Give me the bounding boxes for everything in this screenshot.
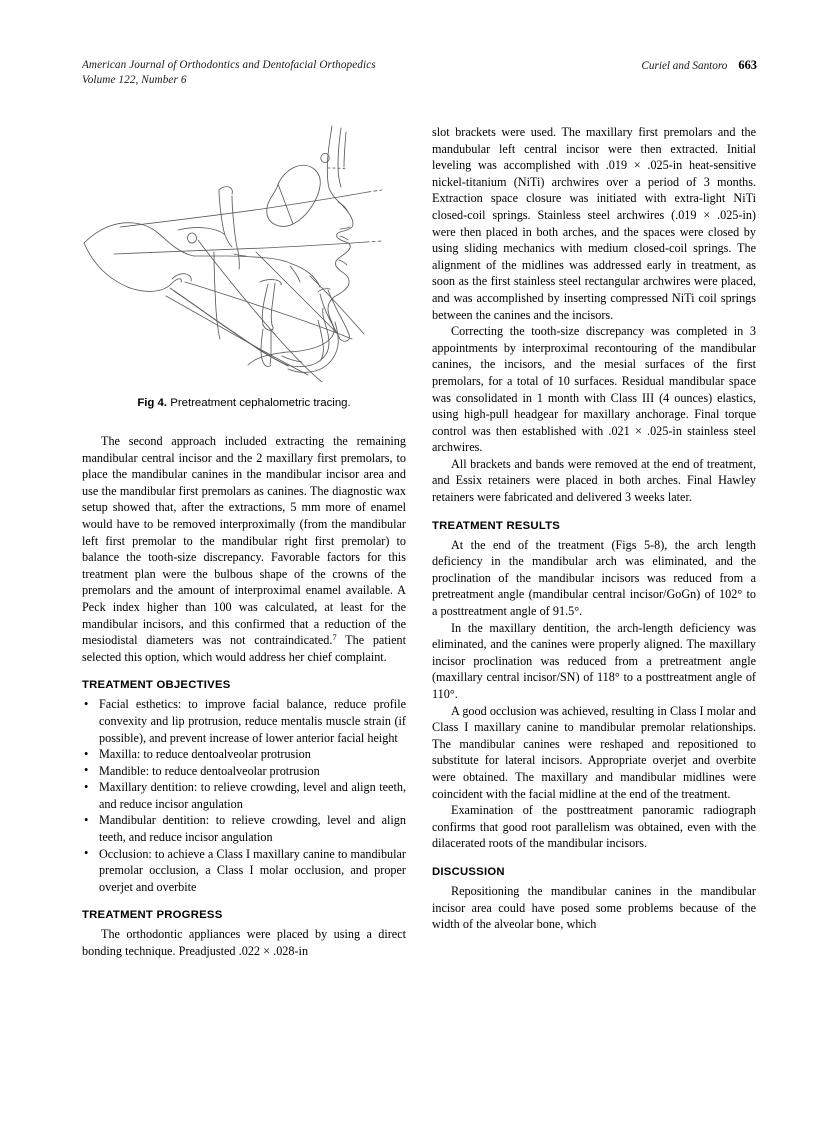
reference-marker-7: 7 xyxy=(332,632,337,642)
section-heading-treatment-objectives: TREATMENT OBJECTIVES xyxy=(82,679,231,692)
figure-label: Fig 4. xyxy=(137,397,168,409)
figure-4 xyxy=(82,124,406,411)
right-column xyxy=(432,124,756,1069)
right-paragraph-results-occlusion: A good occlusion was achieved, resulting in Class I molar and Class I maxillary canine to mandibular premolar relationships. The mandibular canines were reshaped and repositioned to substitute for lateral incisors. Appropriate overjet and overbite were obtained. The maxillary and mandibular midlines were coincident with the facial midline at the end of the treatment. xyxy=(432,703,756,801)
list-item: • Maxillary dentition: to relieve crowding, level and align teeth, and reduce incisor angulation xyxy=(82,779,406,812)
section-heading-treatment-progress: TREATMENT PROGRESS xyxy=(82,909,223,922)
figure-caption xyxy=(82,396,406,411)
right-paragraph-results-maxillary: In the maxillary dentition, the arch-length deficiency was eliminated, and the canines were properly aligned. The maxillary incisor proclination was reduced from a pretreatment angle (maxillary central incisor/SN) of 118° to a posttreatment angle of 110°. xyxy=(432,620,756,701)
left-column xyxy=(82,124,406,1069)
right-paragraph-results-panoramic: Examination of the posttreatment panoramic radiograph confirms that good root parallelism was obtained, even with the dilacerated roots of the mandibular incisors. xyxy=(432,803,756,851)
page-number: 663 xyxy=(738,58,757,72)
right-paragraph-appliances-continued: slot brackets were used. The maxillary first premolars and the mandubular left central incisor were then extracted. Initial leveling was accomplished with .019 × .025-in heat-sensitive nickel-titanium (NiTi) archwires over a period of 3 months. Extraction space closure was initiated with extra-light NiTi closed-coil springs. Stainless steel archwires (.019 × .025-in) were then placed in both arches, and the spaces were closed by using sliding mechanics with medium closed-coil springs. The alignment of the midlines was addressed early in treatment, as soon as the first stainless steel rectangular archwires were placed, and was accomplished by inserting compressed NiTi coil springs between the canines and the incisors. xyxy=(432,125,756,322)
left-paragraph-after-ref: The patient selected this option, which would address her chief complaint. xyxy=(82,633,406,664)
body-columns xyxy=(82,124,757,1069)
figure-caption-text: Pretreatment cephalometric tracing. xyxy=(170,397,351,409)
list-item: • Maxilla: to reduce dentoalveolar protrusion xyxy=(82,746,406,763)
list-item: • Mandible: to reduce dentoalveolar protrusion xyxy=(82,763,406,780)
left-paragraph-second-approach xyxy=(82,433,406,665)
list-item: • Facial esthetics: to improve facial balance, reduce profile convexity and lip protrusion, reduce mentalis muscle strain (if possible), and prevent increase of lower anterior facial height xyxy=(82,696,406,746)
left-paragraph-treatment-progress: The orthodontic appliances were placed by using a direct bonding technique. Preadjusted .022 × .028-in xyxy=(82,927,406,959)
section-heading-treatment-results: TREATMENT RESULTS xyxy=(432,519,561,532)
cephalometric-tracing-image xyxy=(82,124,406,382)
running-head xyxy=(82,58,757,87)
right-paragraph-results-mandibular: At the end of the treatment (Figs 5-8), the arch length deficiency in the mandibular arch was eliminated, and the proclination of the mandibular incisors was reduced from a pretreatment angle (mandibular central incisor/GoGn) of 102° to a posttreatment angle of 91.5°. xyxy=(432,537,756,619)
section-heading-discussion: DISCUSSION xyxy=(432,865,505,878)
running-head-journal xyxy=(82,58,376,87)
running-head-authors: Curiel and Santoro xyxy=(641,60,728,72)
journal-title: American Journal of Orthodontics and Dentofacial Orthopedics xyxy=(82,59,376,71)
right-paragraph-retainers: All brackets and bands were removed at the end of treatment, and Essix retainers were placed in both arches. Final Hawley retainers were fabricated and delivered 3 weeks later. xyxy=(432,456,756,505)
left-paragraph-text: The second approach included extracting the remaining mandibular central incisor and the 2 maxillary first premolars, to place the mandibular canines in the mandibular incisor area and use the mandibular first premolars as canines. The diagnostic wax setup showed that, after the extractions, 5 mm more of enamel would have to be removed interproximally (from the mandibular left first premolar to the mandibular right first premolar) to balance the tooth-size discrepancy. Favorable factors for this treatment plan were the bulbous shape of the crowns of the premolars and the amount of interproximal enamel available. A Peck index higher than 100 was calculated, at least for the mandibular incisors, and this confirmed that a reduction of the mesiodistal diameters was not contraindicated. xyxy=(82,434,406,648)
figure-bottom-spacer xyxy=(82,411,406,433)
list-item: • Occlusion: to achieve a Class I maxillary canine to mandibular premolar occlusion, a Class I molar occlusion, and proper overjet and overbite xyxy=(82,846,406,896)
list-item: • Mandibular dentition: to relieve crowding, level and align teeth, and reduce incisor angulation xyxy=(82,812,406,845)
right-paragraph-tooth-size-correction: Correcting the tooth-size discrepancy was completed in 3 appointments by interproximal recontouring of the mandibular canines, the incisors, and the mesial surfaces of the first premolars, for a total of 10 surfaces. Residual mandibular space was consolidated in 1 month with Class III (4 ounces) elastics, using high-pull headgear for maxillary anchorage. Final torque control was then established with .021 × .025-in stainless steel archwires. xyxy=(432,324,756,455)
running-head-authors-page xyxy=(641,58,757,73)
cephalometric-tracing-svg xyxy=(82,124,406,382)
treatment-objectives-list xyxy=(82,696,406,895)
right-paragraph-discussion: Repositioning the mandibular canines in the mandibular incisor area could have posed some problems because of the width of the alveolar bone, which xyxy=(432,883,756,932)
journal-volume-issue: Volume 122, Number 6 xyxy=(82,73,187,86)
